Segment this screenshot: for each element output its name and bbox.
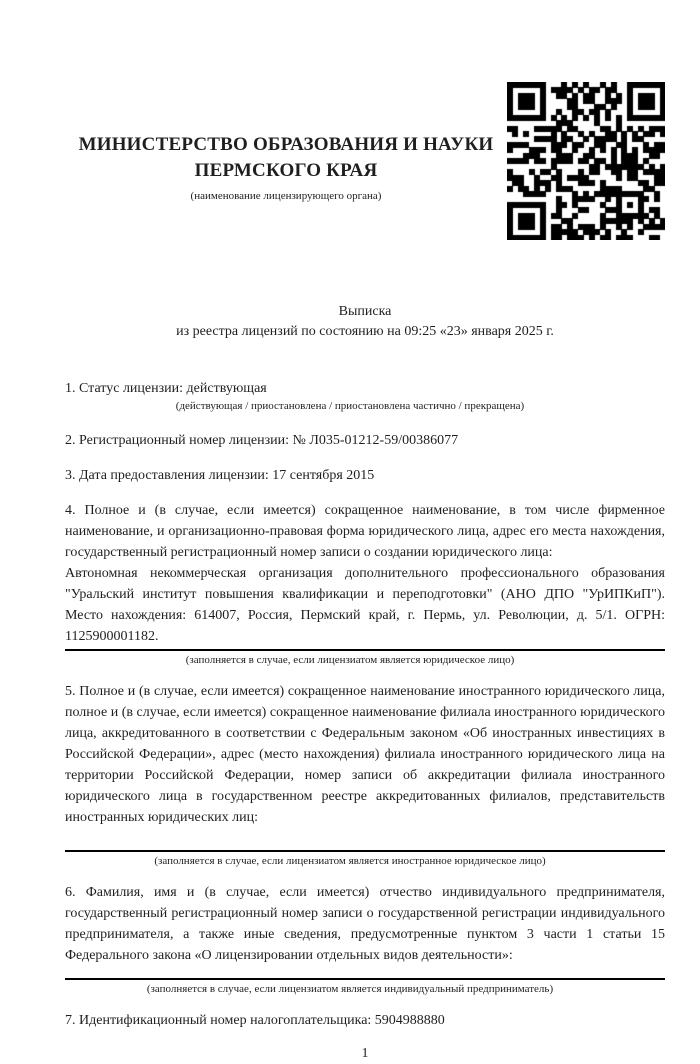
title-line1: Выписка — [338, 304, 392, 319]
registration-number-value: № Л035-01212-59/00386077 — [292, 433, 459, 448]
license-status-label: 1. Статус лицензии: — [65, 381, 184, 396]
field-grant-date — [65, 465, 665, 486]
field-foreign-entity — [65, 681, 665, 868]
individual-entrepreneur-label: 6. Фамилия, имя и (в случае, если имеется) отчество индивидуального предпринимателя, государственный регистрационный номер записи о государственной регистрации индивидуального предпринимателя, а также иные сведения, предусмотренные пунктом 3 части 1 статьи 15 Федерального закона «О лицензировании отдельных видов деятельности»: — [65, 885, 665, 963]
field-license-status — [65, 378, 665, 413]
grant-date-line — [65, 465, 665, 486]
ministry-name — [65, 132, 507, 184]
fill-in-rule — [65, 649, 665, 651]
document-title — [65, 302, 665, 342]
document-header — [65, 82, 665, 240]
fill-in-rule — [65, 978, 665, 980]
field-taxpayer-id — [65, 1010, 665, 1031]
taxpayer-id-value: 5904988880 — [374, 1013, 445, 1028]
grant-date-value: 17 сентября 2015 — [272, 468, 375, 483]
field-individual-entrepreneur — [65, 882, 665, 996]
license-status-options-note: (действующая / приостановлена / приостановлена частично / прекращена) — [175, 400, 525, 412]
fill-in-rule — [65, 850, 665, 852]
field-legal-entity — [65, 500, 665, 667]
ministry-caption: (наименование лицензирующего органа) — [190, 190, 382, 202]
legal-entity-value: Автономная некоммерческая организация дополнительного профессионального образования "Уральский институт повышения квалификации и переподготовки" (АНО ДПО "УрИПКиП"). Место нахождения: 614007, Россия, Пермский край, г. Пермь, ул. Революции, д. 5/1. ОГРН: 1125900001182. — [65, 566, 665, 644]
license-status-value: действующая — [186, 381, 267, 396]
title-line2: из реестра лицензий по состоянию на 09:25 «23» января 2025 г. — [176, 324, 554, 339]
license-status-line — [65, 378, 665, 399]
field-registration-number — [65, 430, 665, 451]
foreign-entity-label: 5. Полное и (в случае, если имеется) сокращенное наименование иностранного юридического лица, полное и (в случае, если имеется) сокращенное наименование филиала иностранного юридического лица, аккредитованного в соответствии с Федеральным законом «Об иностранных инвестициях в Российской Федерации», адрес (место нахождения) филиала иностранного юридического лица на территории Российской Федерации, номер записи об аккредитации филиала иностранного юридического лица в государственном реестре аккредитованных филиалов, представительств иностранных юридических лиц: — [65, 684, 665, 825]
taxpayer-id-line — [65, 1010, 665, 1031]
registration-number-label: 2. Регистрационный номер лицензии: — [65, 433, 290, 448]
registration-number-line — [65, 430, 665, 451]
individual-entrepreneur-note: (заполняется в случае, если лицензиатом является индивидуальный предприниматель) — [146, 983, 554, 995]
page-number: 1 — [361, 1046, 369, 1061]
foreign-entity-note: (заполняется в случае, если лицензиатом является иностранное юридическое лицо) — [154, 855, 546, 867]
legal-entity-note: (заполняется в случае, если лицензиатом является юридическое лицо) — [185, 654, 515, 666]
grant-date-label: 3. Дата предоставления лицензии: — [65, 468, 269, 483]
ministry-name-line2: ПЕРМСКОГО КРАЯ — [194, 160, 378, 181]
licensing-authority-block — [65, 82, 507, 203]
legal-entity-label: 4. Полное и (в случае, если имеется) сокращенное наименование, в том числе фирменное наименование, и организационно-правовая форма юридического лица, адрес его места нахождения, государственный регистрационный номер записи о создании юридического лица: — [65, 503, 665, 560]
ministry-name-line1: МИНИСТЕРСТВО ОБРАЗОВАНИЯ И НАУКИ — [78, 134, 494, 155]
qr-code-icon — [507, 82, 665, 240]
taxpayer-id-label: 7. Идентификационный номер налогоплательщика: — [65, 1013, 372, 1028]
fields-list — [65, 378, 665, 1031]
